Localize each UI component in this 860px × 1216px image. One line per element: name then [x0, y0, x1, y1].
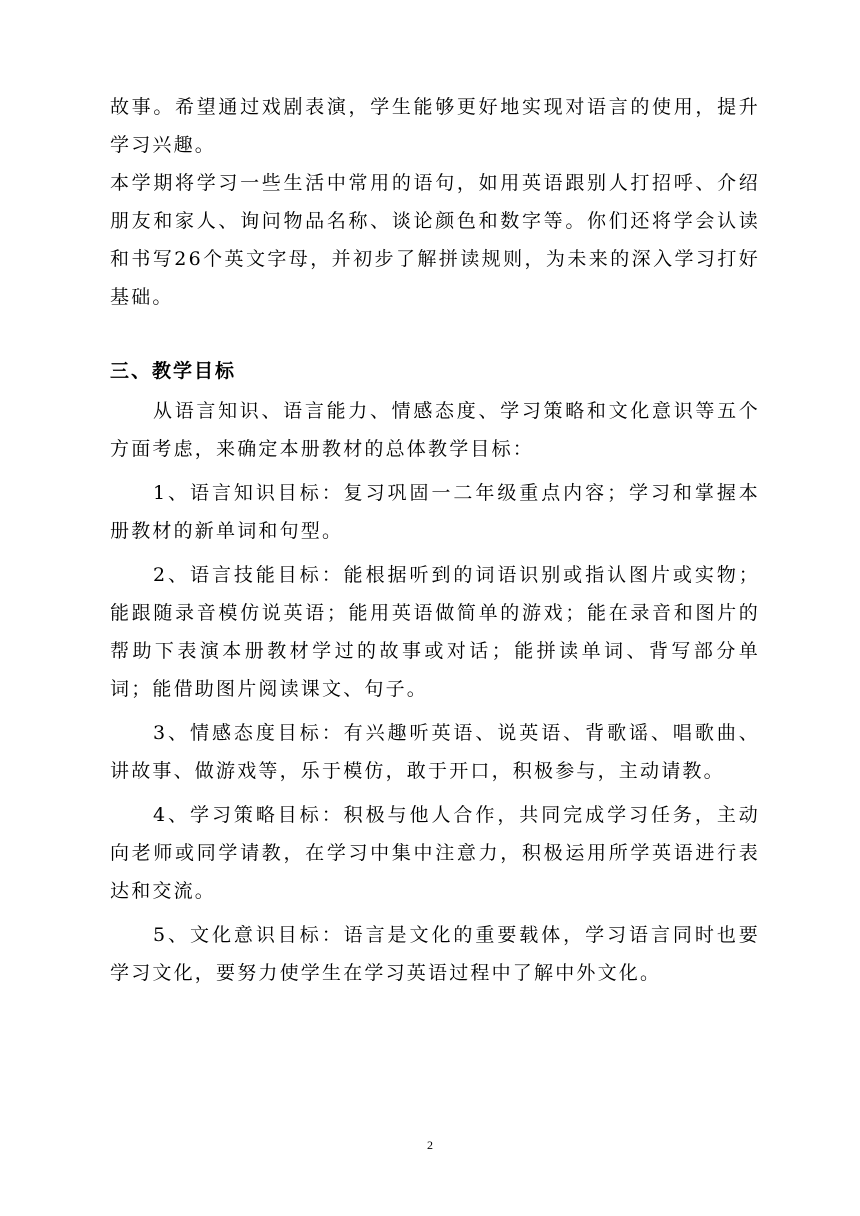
goal-language-knowledge: 1、语言知识目标：复习巩固一二年级重点内容；学习和掌握本册教材的新单词和句型。	[110, 482, 760, 542]
goal-emotional-attitude: 3、情感态度目标：有兴趣听英语、说英语、背歌谣、唱歌曲、讲故事、做游戏等，乐于模仿，敢于开口，积极参与，主动请教。	[110, 722, 760, 782]
goal-language-skills: 2、语言技能目标：能根据听到的词语识别或指认图片或实物；能跟随录音模仿说英语；能用英语做简单的游戏；能在录音和图片的帮助下表演本册教材学过的故事或对话；能拼读单词、背写部分单词；能借助图片阅读课文、句子。	[110, 564, 760, 700]
intro-paragraph-semester: 本学期将学习一些生活中常用的语句，如用英语跟别人打招呼、介绍朋友和家人、询问物品名称、谈论颜色和数字等。你们还将学会认读和书写26个英文字母，并初步了解拼读规则，为未来的深入学习打好基础。	[110, 172, 760, 308]
goal-learning-strategy: 4、学习策略目标：积极与他人合作，共同完成学习任务，主动向老师或同学请教，在学习中集中注意力，积极运用所学英语进行表达和交流。	[110, 804, 760, 902]
page-number: 2	[427, 1138, 433, 1152]
intro-paragraph-continued: 故事。希望通过戏剧表演，学生能够更好地实现对语言的使用，提升学习兴趣。	[110, 96, 760, 156]
section-heading-teaching-goals: 三、教学目标	[110, 360, 237, 382]
page-body	[110, 88, 760, 992]
teaching-goals-intro: 从语言知识、语言能力、情感态度、学习策略和文化意识等五个方面考虑，来确定本册教材的总体教学目标：	[110, 400, 760, 460]
goal-cultural-awareness: 5、文化意识目标：语言是文化的重要载体，学习语言同时也要学习文化，要努力使学生在学习英语过程中了解中外文化。	[110, 924, 760, 984]
